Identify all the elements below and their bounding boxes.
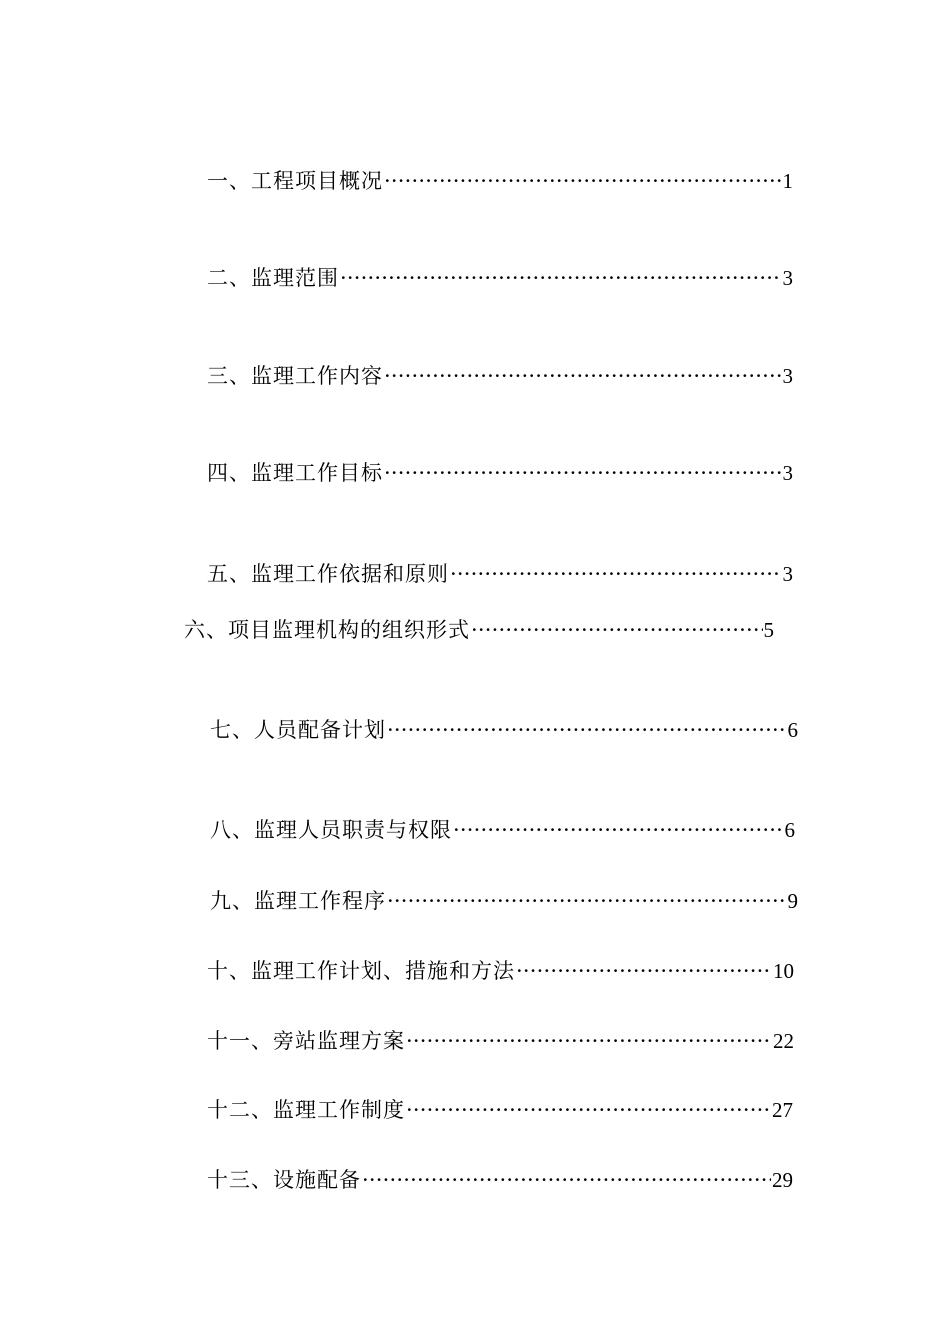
toc-entry-page: 29 [772,1168,793,1192]
toc-entry-10[interactable] [207,956,794,986]
toc-entry-8[interactable] [210,815,795,845]
dot-leader [471,615,763,645]
toc-entry-title: 二、监理范围 [207,266,339,290]
dot-leader [384,166,782,196]
toc-entry-title: 五、监理工作依据和原则 [207,562,449,586]
toc-entry-title: 六、项目监理机构的组织形式 [184,618,470,642]
toc-entry-4[interactable] [207,458,793,488]
toc-entry-title: 十二、监理工作制度 [207,1098,405,1122]
dot-leader [384,458,782,488]
dot-leader [453,815,784,845]
toc-entry-page: 22 [773,1029,794,1053]
toc-entry-title: 四、监理工作目标 [207,461,383,485]
toc-entry-1[interactable] [207,166,793,196]
toc-entry-page: 9 [787,889,798,913]
toc-entry-3[interactable] [207,361,793,391]
toc-entry-title: 十一、旁站监理方案 [207,1029,405,1053]
toc-entry-page: 3 [782,562,793,586]
dot-leader [362,1165,771,1195]
toc-entry-page: 3 [782,461,793,485]
toc-entry-9[interactable] [210,886,798,916]
toc-entry-page: 6 [787,718,798,742]
toc-entry-5[interactable] [207,559,793,589]
dot-leader [406,1095,771,1125]
toc-entry-title: 十三、设施配备 [207,1168,361,1192]
toc-entry-page: 10 [773,959,794,983]
toc-entry-title: 三、监理工作内容 [207,364,383,388]
toc-entry-page: 6 [784,818,795,842]
toc-entry-page: 5 [763,618,774,642]
toc-entry-title: 一、工程项目概况 [207,169,383,193]
toc-entry-page: 3 [782,364,793,388]
dot-leader [406,1026,772,1056]
toc-entry-13[interactable] [207,1165,793,1195]
toc-entry-11[interactable] [207,1026,794,1056]
toc-entry-page: 27 [772,1098,793,1122]
toc-entry-2[interactable] [207,263,793,293]
toc-entry-title: 九、监理工作程序 [210,889,386,913]
dot-leader [387,715,787,745]
dot-leader [340,263,782,293]
dot-leader [516,956,772,986]
toc-entry-title: 十、监理工作计划、措施和方法 [207,959,515,983]
toc-entry-page: 1 [782,169,793,193]
toc-entry-title: 七、人员配备计划 [210,718,386,742]
dot-leader [450,559,782,589]
dot-leader [384,361,782,391]
toc-entry-7[interactable] [210,715,798,745]
dot-leader [387,886,787,916]
toc-entry-6[interactable] [184,615,774,645]
toc-entry-title: 八、监理人员职责与权限 [210,818,452,842]
toc-entry-page: 3 [782,266,793,290]
toc-entry-12[interactable] [207,1095,793,1125]
